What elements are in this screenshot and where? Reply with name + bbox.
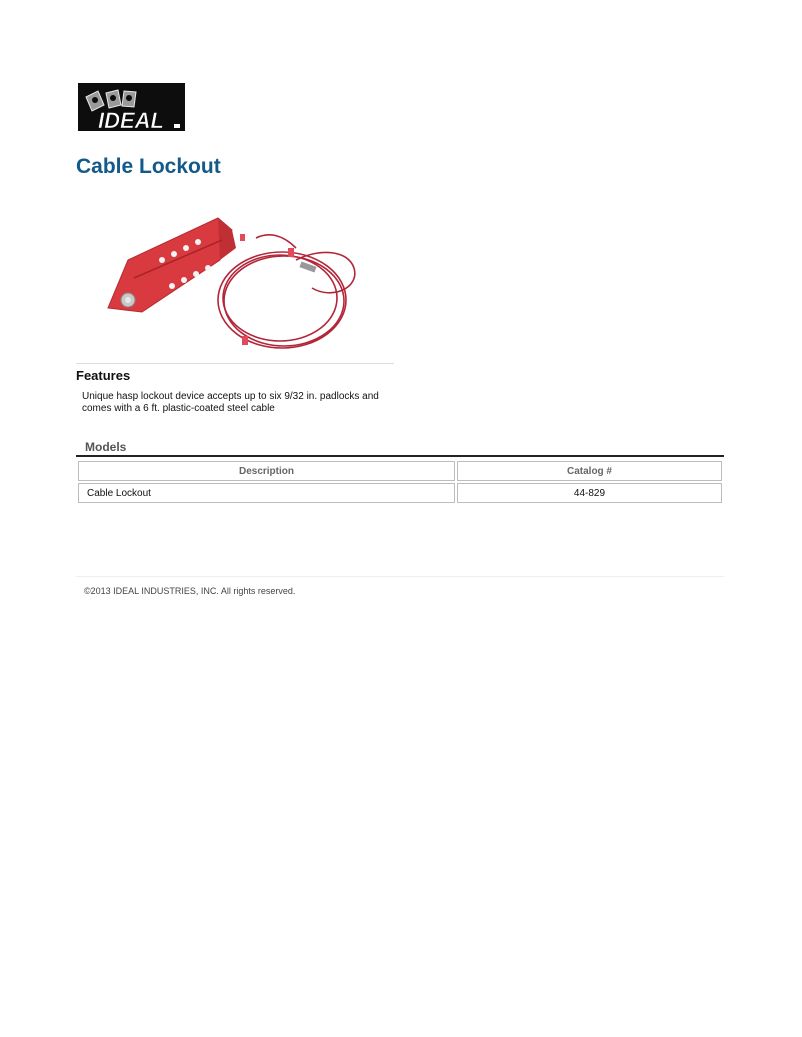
column-header-catalog: Catalog #: [457, 461, 722, 481]
models-table: [76, 459, 724, 505]
features-description: Unique hasp lockout device accepts up to six 9/32 in. padlocks and comes with a 6 ft. plastic-coated steel cable: [82, 391, 379, 414]
models-heading: Models: [85, 440, 127, 454]
cell-catalog-number: 44-829: [457, 483, 722, 503]
divider: [76, 363, 394, 364]
page-title: Cable Lockout: [76, 155, 221, 178]
cable-lockout-product-image: [100, 208, 368, 354]
table-row: [78, 483, 722, 503]
models-divider: [76, 455, 724, 457]
ideal-logo: [78, 83, 185, 131]
hasp-device: [108, 218, 236, 312]
cell-description: Cable Lockout: [78, 483, 455, 503]
steel-cable: [218, 235, 355, 348]
column-header-description: Description: [78, 461, 455, 481]
footer-divider: [76, 576, 724, 577]
logo-wordmark: IDEAL: [98, 108, 164, 131]
table-header-row: [78, 461, 722, 481]
copyright-text: ©2013 IDEAL INDUSTRIES, INC. All rights reserved.: [84, 586, 296, 596]
features-heading: Features: [76, 368, 131, 383]
